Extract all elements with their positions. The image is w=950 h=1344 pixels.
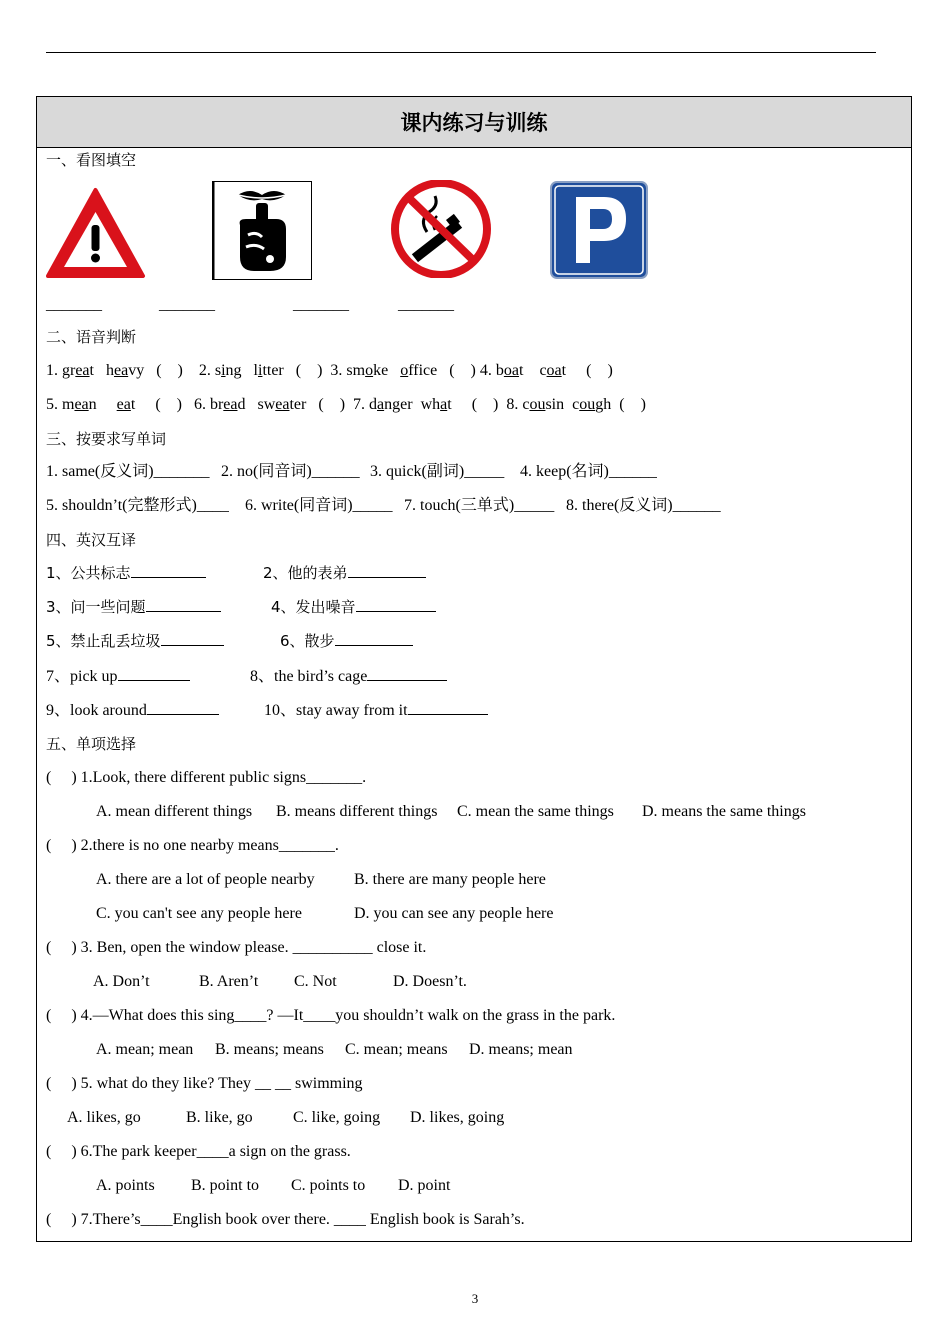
- q6-option-b[interactable]: B. point to: [191, 1177, 260, 1194]
- section-3-heading: 三、按要求写单词: [46, 430, 167, 448]
- word-item-1: 1. same(反义词)_______: [46, 463, 210, 480]
- be-quiet-sign-icon: [212, 181, 312, 285]
- q2-option-c[interactable]: C. you can't see any people here: [96, 905, 302, 922]
- q6-option-c[interactable]: C. points to: [291, 1177, 366, 1194]
- q5-option-b[interactable]: B. like, go: [186, 1109, 253, 1126]
- translate-item-2: 2、他的表弟: [263, 563, 426, 584]
- q1-option-a[interactable]: A. mean different things: [96, 803, 253, 820]
- word-item-6: 6. write(同音词)_____: [245, 497, 393, 514]
- q2-option-d[interactable]: D. you can see any people here: [354, 905, 554, 922]
- translate-item-3: 3、问一些问题: [46, 597, 221, 618]
- q2-option-a[interactable]: A. there are a lot of people nearby: [96, 871, 315, 888]
- q3-option-c[interactable]: C. Not: [294, 973, 337, 990]
- translate-item-5: 5、禁止乱丢垃圾: [46, 631, 224, 652]
- q4-option-a[interactable]: A. mean; mean: [96, 1041, 194, 1058]
- word-item-8: 8. there(反义词)______: [566, 497, 721, 514]
- translate-item-1: 1、公共标志: [46, 563, 206, 584]
- phonics-row-2: 5. mean eat ( ) 6. bread sweater ( ) 7. danger what ( ) 8. cousin cough ( ): [46, 396, 646, 413]
- question-6: ( ) 6.The park keeper____a sign on the grass.: [46, 1143, 351, 1160]
- section-5-heading: 五、单项选择: [46, 735, 137, 753]
- section-2-heading: 二、语音判断: [46, 328, 137, 346]
- q1-option-c[interactable]: C. mean the same things: [457, 803, 614, 820]
- q4-option-b[interactable]: B. means; means: [215, 1041, 324, 1058]
- q5-option-d[interactable]: D. likes, going: [410, 1109, 505, 1126]
- q4-option-c[interactable]: C. mean; means: [345, 1041, 448, 1058]
- translate-item-6: 6、散步: [280, 631, 413, 652]
- translate-item-4: 4、发出噪音: [271, 597, 436, 618]
- word-item-5: 5. shouldn’t(完整形式)____: [46, 497, 229, 514]
- word-item-3: 3. quick(副词)_____: [370, 463, 505, 480]
- page-number: 3: [471, 1291, 479, 1306]
- question-3: ( ) 3. Ben, open the window please. __________ close it.: [46, 939, 427, 956]
- word-item-7: 7. touch(三单式)_____: [404, 497, 555, 514]
- question-5: ( ) 5. what do they like? They __ __ swimming: [46, 1075, 363, 1092]
- translate-item-9: 9、look around: [46, 700, 219, 721]
- q3-option-b[interactable]: B. Aren’t: [199, 973, 259, 990]
- word-item-4: 4. keep(名词)______: [520, 463, 657, 480]
- q5-option-a[interactable]: A. likes, go: [67, 1109, 141, 1126]
- translate-item-8: 8、the bird’s cage: [250, 666, 447, 687]
- top-rule: [46, 52, 876, 53]
- sign-4-blank[interactable]: _______: [398, 296, 454, 313]
- q6-option-a[interactable]: A. points: [96, 1177, 155, 1194]
- q1-option-b[interactable]: B. means different things: [276, 803, 438, 820]
- q2-option-b[interactable]: B. there are many people here: [354, 871, 546, 888]
- phonics-row-1: 1. great heavy ( ) 2. sing litter ( ) 3. smoke office ( ) 4. boat coat ( ): [46, 362, 613, 379]
- warning-sign-icon: [45, 187, 146, 285]
- q5-option-c[interactable]: C. like, going: [293, 1109, 381, 1126]
- word-item-2: 2. no(同音词)______: [221, 463, 360, 480]
- section-1-heading: 一、看图填空: [46, 151, 137, 169]
- question-7: ( ) 7.There’s____English book over there. ____ English book is Sarah’s.: [46, 1211, 525, 1228]
- q3-option-a[interactable]: A. Don’t: [93, 973, 150, 990]
- q6-option-d[interactable]: D. point: [398, 1177, 451, 1194]
- section-4-heading: 四、英汉互译: [46, 531, 137, 549]
- parking-sign-icon: [550, 181, 648, 284]
- sign-1-blank[interactable]: _______: [46, 296, 102, 313]
- question-1: ( ) 1.Look, there different public signs_______.: [46, 769, 367, 786]
- translate-item-7: 7、pick up: [46, 666, 190, 687]
- question-2: ( ) 2.there is no one nearby means_______.: [46, 837, 339, 854]
- sign-3-blank[interactable]: _______: [293, 296, 349, 313]
- sign-2-blank[interactable]: _______: [159, 296, 215, 313]
- translate-item-10: 10、stay away from it: [264, 700, 488, 721]
- q4-option-d[interactable]: D. means; mean: [469, 1041, 573, 1058]
- q1-option-d[interactable]: D. means the same things: [642, 803, 806, 820]
- q3-option-d[interactable]: D. Doesn’t.: [393, 973, 467, 990]
- page-title: 课内练习与训练: [37, 97, 911, 148]
- question-4: ( ) 4.—What does this sing____? —It____you shouldn’t walk on the grass in the park.: [46, 1007, 616, 1024]
- no-smoking-sign-icon: [391, 180, 492, 283]
